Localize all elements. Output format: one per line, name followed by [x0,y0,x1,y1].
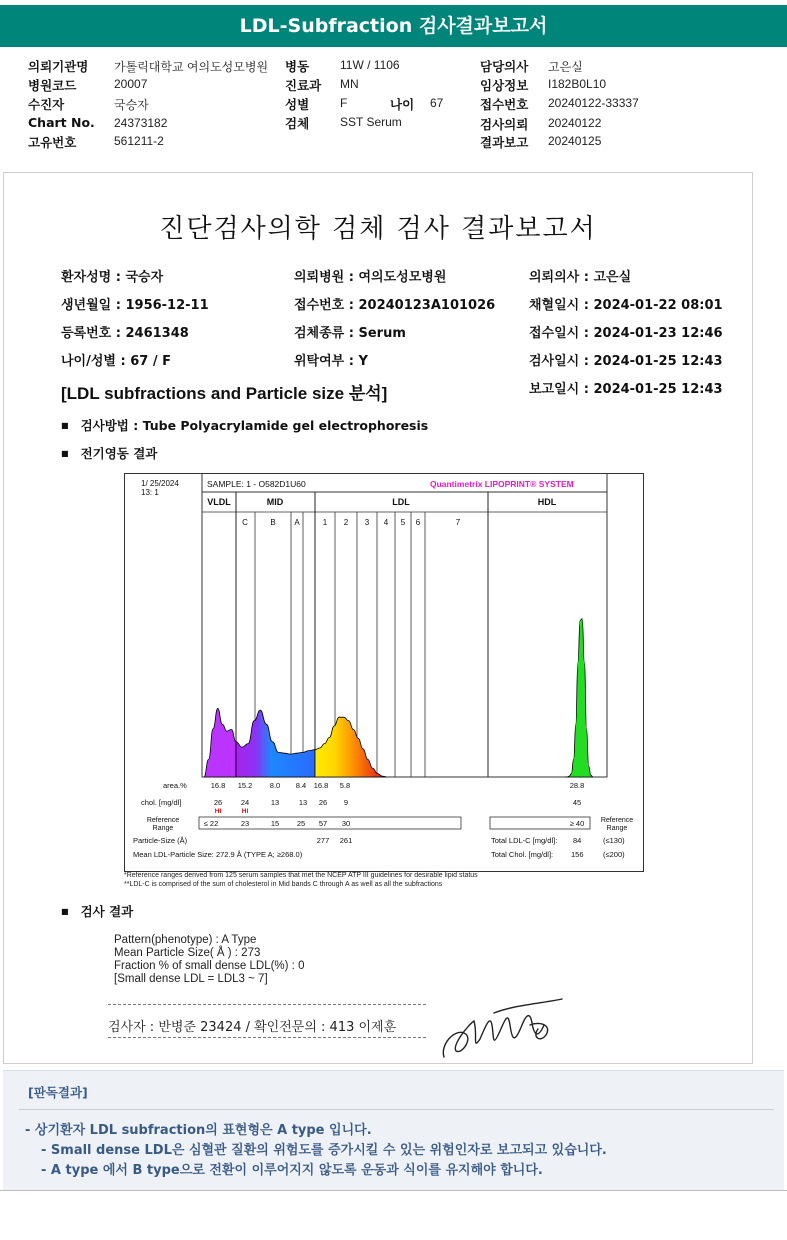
ref-value-ldl2: 30 [341,819,351,828]
hdr-value-report-date: 20240125 [548,134,602,148]
collection-time: 채혈일시 : 2024-01-22 08:01 [529,298,723,313]
electrophoresis-heading: ■ 전기영동 결과 [61,444,157,462]
report-time: 보고일시 : 2024-01-25 12:43 [529,382,723,397]
tester-info: 검사자 : 반병준 23424 / 확인전문의 : 413 이제훈 [108,1020,397,1035]
hdr-value-chart-no: 24373182 [114,116,168,130]
hdr-label-sex: 성별 [285,97,310,112]
chart-sample: SAMPLE: 1 - O582D1U60 [207,479,306,489]
requesting-doctor: 의뢰의사 : 고은실 [529,270,632,285]
result-mean-size: Mean Particle Size( Å ) : 273 [114,947,261,959]
ref-value-b: 15 [270,819,280,828]
chol-value-c: 24 [240,798,250,807]
band-label-1: 1 [322,518,328,527]
signature-image [434,995,574,1065]
ref-value-c: 23 [240,819,250,828]
hdr-value-sex: F [340,96,348,110]
area-value-hdl: 28.8 [569,781,585,790]
hdr-value-doctor: 고은실 [548,60,583,74]
result-heading: ■ 검사 결과 [61,902,133,920]
footnote-ldl: **LDL-C is comprised of the sum of cholesterol in Mid bands C through A as well as all the subfractions [124,881,443,888]
birth-date: 생년월일 : 1956-12-11 [61,298,209,313]
test-time: 검사일시 : 2024-01-25 12:43 [529,354,723,369]
accession-number: 접수번호 : 20240123A101026 [294,298,496,313]
chol-value-a: 13 [298,798,308,807]
row-label-reference-1: Reference [146,817,180,824]
label-ldl: LDL [392,497,410,507]
area-value-b: 8.0 [269,781,281,790]
registration-number: 등록번호 : 2461348 [61,326,189,341]
mean-particle-size: Mean LDL-Particle Size: 272.9 Å (TYPE A; ≥268.0) [133,850,303,859]
chart-system-title: Quantimetrix LIPOPRINT® SYSTEM [430,479,574,489]
hdr-label-report-date: 결과보고 [480,135,529,150]
row-label-reference-2: Range [152,825,174,832]
chol-value-vldl: 26 [213,798,223,807]
electrophoresis-chart [124,473,644,872]
chol-value-hdl: 45 [572,798,582,807]
ref-right-label-2: Range [606,825,628,832]
hdr-value-unique-no: 561211-2 [114,134,164,148]
outsourced-flag: 위탁여부 : Y [294,354,368,369]
hdr-value-institution: 가톨릭대학교 여의도성모병원 [114,60,269,74]
interpretation-line-2: - Small dense LDL은 심혈관 질환의 위험도를 증가시킬 수 있는 위험인자로 보고되고 있습니다. [41,1143,607,1158]
band-label-2: 2 [343,518,349,527]
label-mid: MID [266,497,284,507]
hdr-value-hospital-code: 20007 [114,77,148,91]
label-hdl: HDL [537,497,557,507]
interpretation-line-1: - 상기환자 LDL subfraction의 표현형은 A type 입니다. [25,1123,372,1138]
signature-divider-top [108,1004,426,1005]
band-label-4: 4 [383,518,389,527]
hdr-label-department: 진료과 [285,78,322,93]
ref-value-ldl1: 57 [318,819,328,828]
hdr-label-doctor: 담당의사 [480,59,529,74]
ref-right-label-1: Reference [600,817,634,824]
total-ldl-label: Total LDL-C [mg/dl]: [491,836,558,845]
ref-value-vldl: ≤ 22 [203,819,219,828]
band-label-3: 3 [364,518,370,527]
receipt-time: 접수일시 : 2024-01-23 12:46 [529,326,723,341]
requesting-hospital: 의뢰병원 : 여의도성모병원 [294,270,447,285]
hdr-label-ward: 병동 [285,59,310,74]
area-value-c: 15.2 [237,781,253,790]
band-label-7: 7 [455,518,461,527]
hdr-label-hospital-code: 병원코드 [28,78,77,93]
hdr-label-patient: 수진자 [28,97,65,112]
curve-ldl [315,717,387,777]
hdr-value-request-date: 20240122 [548,116,602,130]
hdr-label-request-date: 검사의뢰 [480,117,529,132]
area-value-a: 8.4 [295,781,307,790]
hdr-label-unique-no: 고유번호 [28,135,77,150]
hdr-value-department: MN [340,77,359,91]
chol-value-ldl2: 9 [343,798,349,807]
particle-size-ldl1: 277 [316,836,330,845]
chol-value-b: 13 [270,798,280,807]
hdr-value-specimen: SST Serum [340,115,402,129]
row-label-chol: chol. [mg/dl] [141,798,182,807]
section-heading: [LDL subfractions and Particle size 분석] [61,384,388,403]
interpretation-panel [3,1070,784,1191]
area-value-vldl: 16.8 [210,781,226,790]
band-label-c: C [242,518,248,527]
row-label-particle-size: Particle-Size (Å) [133,836,188,845]
hi-flag-c: HI [241,808,249,815]
signature-divider-bottom [108,1037,426,1038]
chart-date: 1/ 25/2024 [141,479,179,488]
hdr-label-chart-no: Chart No. [28,115,95,130]
hdr-label-institution: 의뢰기관명 [28,59,89,74]
hi-flag-vldl: HI [214,808,222,815]
report-title-bar [0,5,787,47]
total-chol-value: 156 [571,850,584,859]
area-value-ldl1: 16.8 [313,781,329,790]
page-bottom-rule [0,1190,787,1191]
hdr-value-ward: 11W / 1106 [340,58,400,72]
patient-name: 환자성명 : 국승자 [61,270,164,285]
interpretation-heading: [판독결과] [28,1085,88,1100]
test-method: ■ 검사방법 : Tube Polyacrylamide gel electrophoresis [61,416,428,434]
area-value-ldl2: 5.8 [339,781,351,790]
footnote-reference: *Reference ranges derived from 125 serum samples that met the NCEP ATP III guidelines for desirable lipid status [124,872,478,879]
result-small-dense-definition: [Small dense LDL = LDL3 ~ 7] [114,973,268,985]
ref-value-hdl: ≥ 40 [569,819,585,828]
hdr-value-clinical-info: I182B0L10 [548,77,607,91]
row-label-area: area.% [163,781,187,790]
total-chol-limit: (≤200) [603,850,625,859]
report-document [3,172,753,1064]
curve-vldl [204,708,236,777]
chart-footnotes [124,871,654,889]
interpretation-line-3: - A type 에서 B type으로 전환이 이루어지지 않도록 운동과 식이를 유지해야 합니다. [41,1163,543,1178]
chol-value-ldl1: 26 [318,798,328,807]
hdr-value-age: 67 [430,96,444,110]
result-small-dense-fraction: Fraction % of small dense LDL(%) : 0 [114,960,305,972]
total-ldl-value: 84 [573,836,582,845]
document-title: 진단검사의학 검체 검사 결과보고서 [159,214,597,244]
hdr-label-receipt-no: 접수번호 [480,97,529,112]
band-label-5: 5 [400,518,406,527]
particle-size-ldl2: 261 [339,836,353,845]
curve-hdl [565,619,593,777]
report-title-text: LDL-Subfraction 검사결과보고서 [239,15,548,37]
specimen-type: 검체종류 : Serum [294,326,406,341]
hdr-value-receipt-no: 20240122-33337 [548,96,639,110]
chart-time: 13: 1 [141,488,159,497]
band-label-6: 6 [415,518,421,527]
total-ldl-limit: (≤130) [603,836,625,845]
hdr-label-specimen: 검체 [285,116,310,131]
age-sex: 나이/성별 : 67 / F [61,354,172,369]
hdr-label-clinical-info: 임상정보 [480,78,529,93]
interpretation-divider [19,1109,774,1110]
hdr-value-patient: 국승자 [114,98,149,112]
total-chol-label: Total Chol. [mg/dl]: [491,850,554,859]
band-label-b: B [270,518,276,527]
band-label-a: A [294,518,300,527]
ref-value-a: 25 [296,819,306,828]
label-vldl: VLDL [207,497,231,507]
result-pattern: Pattern(phenotype) : A Type [114,934,257,946]
hdr-label-age: 나이 [390,97,415,112]
electrophoresis-svg [125,474,643,871]
